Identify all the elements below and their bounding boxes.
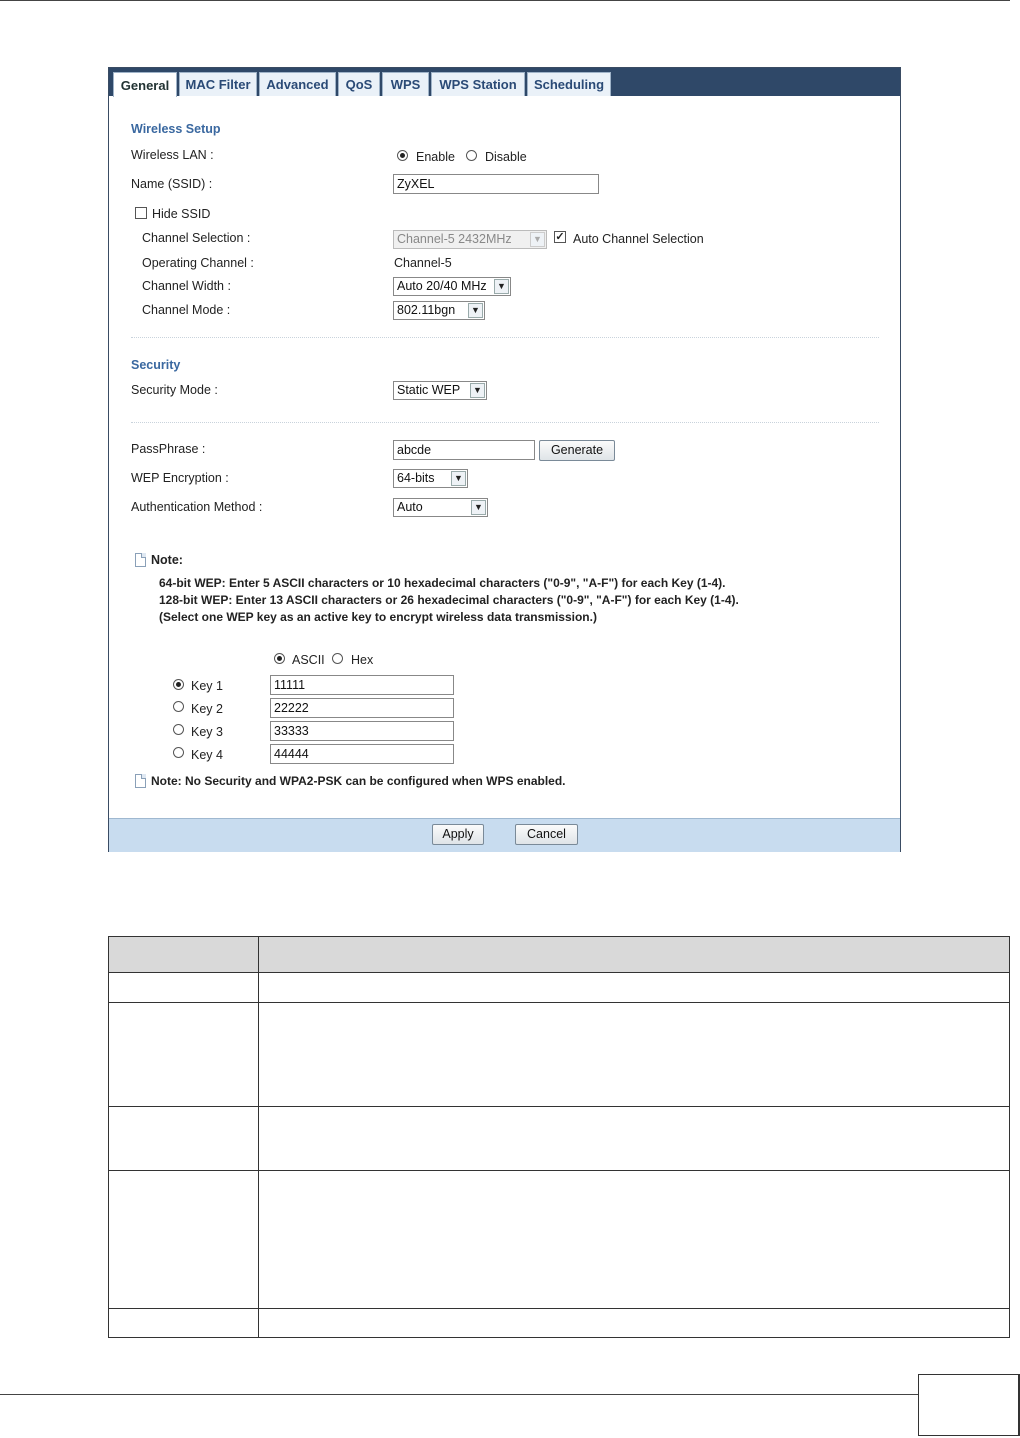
table-row <box>109 973 1010 1003</box>
wireless-setup-heading: Wireless Setup <box>131 122 221 136</box>
authentication-method-label: Authentication Method : <box>131 500 263 514</box>
table-cell <box>259 1309 1010 1338</box>
tab-advanced[interactable]: Advanced <box>259 72 336 96</box>
tab-wps[interactable]: WPS <box>382 72 429 96</box>
ascii-label: ASCII <box>292 653 325 667</box>
table-cell <box>109 1171 259 1309</box>
key-4-radio[interactable] <box>173 747 184 758</box>
table-header-cell <box>259 937 1010 973</box>
security-mode-select[interactable] <box>393 381 487 400</box>
table-header-cell <box>109 937 259 973</box>
note-icon <box>135 774 146 788</box>
key-4-label: Key 4 <box>191 748 223 762</box>
operating-channel-label: Operating Channel : <box>142 256 254 270</box>
tab-general[interactable]: General <box>113 72 177 97</box>
chevron-down-icon: ▼ <box>470 383 485 398</box>
apply-button[interactable]: Apply <box>432 824 484 845</box>
hex-radio[interactable] <box>332 653 343 664</box>
wireless-lan-disable-label: Disable <box>485 150 527 164</box>
section-divider <box>131 337 879 338</box>
table-cell <box>109 1003 259 1107</box>
table-header-row <box>109 937 1010 973</box>
chevron-down-icon: ▼ <box>530 232 545 247</box>
table-row <box>109 1171 1010 1309</box>
wireless-lan-label: Wireless LAN : <box>131 148 214 162</box>
chevron-down-icon: ▼ <box>494 279 509 294</box>
channel-width-label: Channel Width : <box>142 279 231 293</box>
channel-mode-select[interactable] <box>393 301 485 320</box>
note-title: Note: <box>151 553 183 567</box>
tab-wps-station[interactable]: WPS Station <box>431 72 525 96</box>
tab-scheduling[interactable]: Scheduling <box>527 72 611 96</box>
page-bottom-rule <box>0 1394 918 1395</box>
wps-note: Note: No Security and WPA2-PSK can be configured when WPS enabled. <box>151 774 566 788</box>
table-cell <box>259 1171 1010 1309</box>
passphrase-input[interactable]: abcde <box>393 440 535 460</box>
key-2-label: Key 2 <box>191 702 223 716</box>
table-cell <box>259 1107 1010 1171</box>
table-cell <box>259 1003 1010 1107</box>
wireless-lan-enable-label: Enable <box>416 150 455 164</box>
note-line-128bit: 128-bit WEP: Enter 13 ASCII characters or 26 hexadecimal characters ("0-9", "A-F") for each Key (1-4). <box>159 593 739 607</box>
key-3-label: Key 3 <box>191 725 223 739</box>
page-top-rule <box>0 0 1010 1</box>
wep-encryption-select[interactable] <box>393 469 468 488</box>
channel-width-value: Auto 20/40 MHz <box>397 279 487 293</box>
ssid-input[interactable]: ZyXEL <box>393 174 599 194</box>
wireless-lan-enable-radio[interactable] <box>397 150 408 161</box>
security-mode-label: Security Mode : <box>131 383 218 397</box>
hide-ssid-label: Hide SSID <box>152 207 211 221</box>
button-bar <box>109 818 900 852</box>
tab-bar <box>109 68 900 96</box>
note-line-select: (Select one WEP key as an active key to encrypt wireless data transmission.) <box>159 610 597 624</box>
security-heading: Security <box>131 358 181 372</box>
table-row <box>109 1107 1010 1171</box>
channel-selection-value: Channel-5 2432MHz <box>397 232 512 246</box>
channel-mode-value: 802.11bgn <box>397 303 456 317</box>
wireless-lan-disable-radio[interactable] <box>466 150 477 161</box>
key-2-radio[interactable] <box>173 701 184 712</box>
passphrase-label: PassPhrase : <box>131 442 206 456</box>
channel-selection-label: Channel Selection : <box>142 231 251 245</box>
channel-width-select[interactable] <box>393 277 511 296</box>
section-divider <box>131 422 879 423</box>
generate-button[interactable]: Generate <box>539 440 615 461</box>
key-3-input[interactable]: 33333 <box>270 721 454 741</box>
table-cell <box>109 1309 259 1338</box>
tab-mac-filter[interactable]: MAC Filter <box>179 72 257 96</box>
table-cell <box>109 973 259 1003</box>
table-row <box>109 1309 1010 1338</box>
table-cell <box>109 1107 259 1171</box>
ascii-radio[interactable] <box>274 653 285 664</box>
chevron-down-icon: ▼ <box>471 500 486 515</box>
table-row <box>109 1003 1010 1107</box>
table-cell <box>259 973 1010 1003</box>
hex-label: Hex <box>351 653 374 667</box>
auto-channel-checkbox[interactable]: ✓ <box>555 231 565 243</box>
key-2-input[interactable]: 22222 <box>270 698 454 718</box>
key-1-radio[interactable] <box>173 679 184 690</box>
page-number-box <box>918 1374 1020 1436</box>
chevron-down-icon: ▼ <box>468 303 483 318</box>
wep-encryption-label: WEP Encryption : <box>131 471 229 485</box>
operating-channel-value: Channel-5 <box>394 256 452 270</box>
authentication-method-select[interactable] <box>393 498 488 517</box>
auto-channel-label: Auto Channel Selection <box>573 232 704 246</box>
authentication-method-value: Auto <box>397 500 423 514</box>
wireless-general-panel <box>108 67 901 852</box>
key-1-input[interactable]: 11111 <box>270 675 454 695</box>
description-table <box>108 936 1010 1338</box>
key-3-radio[interactable] <box>173 724 184 735</box>
channel-selection-select[interactable] <box>393 230 547 249</box>
note-icon <box>135 553 146 567</box>
key-4-input[interactable]: 44444 <box>270 744 454 764</box>
ssid-label: Name (SSID) : <box>131 177 213 191</box>
tab-qos[interactable]: QoS <box>338 72 380 96</box>
wep-encryption-value: 64-bits <box>397 471 435 485</box>
cancel-button[interactable]: Cancel <box>515 824 578 845</box>
security-mode-value: Static WEP <box>397 383 461 397</box>
note-line-64bit: 64-bit WEP: Enter 5 ASCII characters or 10 hexadecimal characters ("0-9", "A-F") for each Key (1-4). <box>159 576 726 590</box>
channel-mode-label: Channel Mode : <box>142 303 231 317</box>
hide-ssid-checkbox[interactable] <box>135 207 147 219</box>
chevron-down-icon: ▼ <box>451 471 466 486</box>
key-1-label: Key 1 <box>191 679 223 693</box>
